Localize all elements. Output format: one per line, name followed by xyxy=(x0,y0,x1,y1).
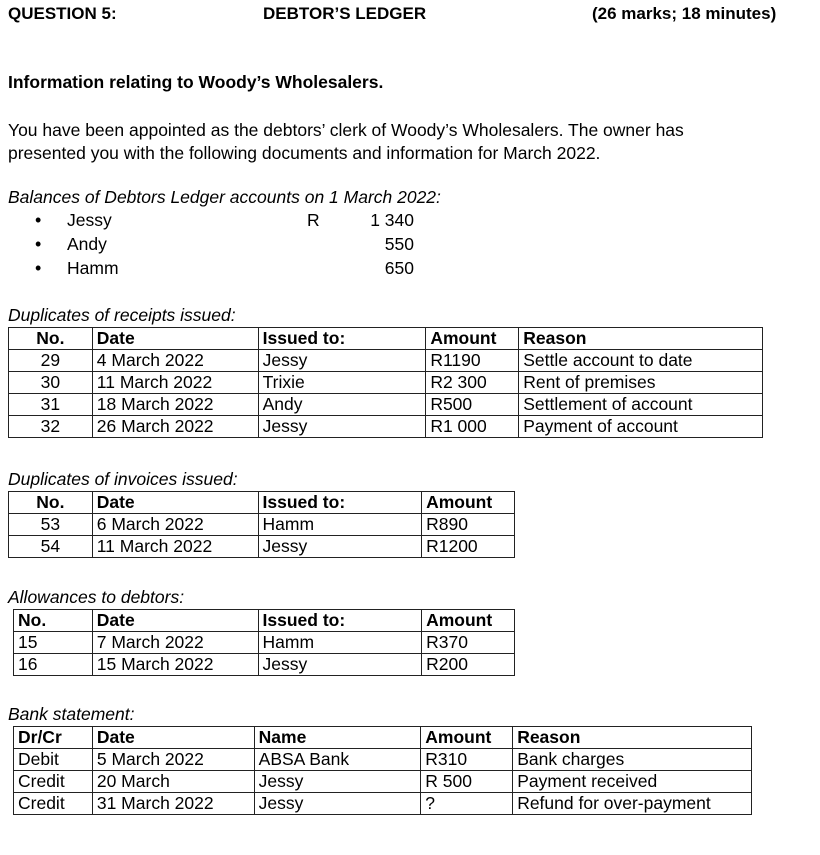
bullet-icon: • xyxy=(35,210,42,230)
cell-date: 6 March 2022 xyxy=(92,514,258,536)
cell-issued-to: Jessy xyxy=(258,654,422,676)
column-header: Name xyxy=(254,727,421,749)
allowances-table xyxy=(13,609,515,676)
bank-statement-table xyxy=(13,726,752,815)
column-header: No. xyxy=(14,610,93,632)
cell-issued-to: Hamm xyxy=(258,632,422,654)
bullet-icon: • xyxy=(35,234,42,254)
cell-name: ABSA Bank xyxy=(254,749,421,771)
intro-line-2: presented you with the following documents and information for March 2022. xyxy=(8,143,601,163)
table-row xyxy=(14,632,515,654)
cell-reason: Bank charges xyxy=(513,749,752,771)
cell-no: 16 xyxy=(14,654,93,676)
cell-amount: R 500 xyxy=(421,771,513,793)
cell-date: 11 March 2022 xyxy=(92,536,258,558)
column-header: Issued to: xyxy=(258,610,422,632)
column-header: Issued to: xyxy=(258,492,422,514)
cell-issued-to: Hamm xyxy=(258,514,422,536)
cell-no: 32 xyxy=(9,416,93,438)
column-header: Amount xyxy=(421,727,513,749)
cell-date: 26 March 2022 xyxy=(92,416,258,438)
table-row xyxy=(9,536,515,558)
column-header: Amount xyxy=(422,610,515,632)
cell-amount: R200 xyxy=(422,654,515,676)
cell-amount: R1 000 xyxy=(426,416,519,438)
table-header-row xyxy=(9,328,763,350)
table-header-row xyxy=(14,610,515,632)
cell-dr-cr: Credit xyxy=(14,793,93,815)
column-header: No. xyxy=(9,328,93,350)
column-header: Date xyxy=(92,610,258,632)
cell-issued-to: Andy xyxy=(258,394,426,416)
column-header: Date xyxy=(92,328,258,350)
cell-no: 53 xyxy=(9,514,93,536)
cell-amount: R2 300 xyxy=(426,372,519,394)
bank-caption: Bank statement: xyxy=(8,704,135,724)
balance-name-andy: Andy xyxy=(67,234,107,254)
cell-no: 15 xyxy=(14,632,93,654)
cell-reason: Settlement of account xyxy=(519,394,763,416)
table-row xyxy=(14,654,515,676)
column-header: Reason xyxy=(513,727,752,749)
balance-amount-jessy: 1 340 xyxy=(370,210,414,230)
cell-issued-to: Jessy xyxy=(258,536,422,558)
column-header: Reason xyxy=(519,328,763,350)
cell-amount: R500 xyxy=(426,394,519,416)
balances-heading: Balances of Debtors Ledger accounts on 1 March 2022: xyxy=(8,187,441,207)
cell-date: 18 March 2022 xyxy=(92,394,258,416)
cell-reason: Refund for over-payment xyxy=(513,793,752,815)
question-number: QUESTION 5: xyxy=(8,4,117,23)
cell-amount: ? xyxy=(421,793,513,815)
cell-issued-to: Jessy xyxy=(258,416,426,438)
table-row xyxy=(14,749,752,771)
cell-no: 30 xyxy=(9,372,93,394)
cell-amount: R890 xyxy=(422,514,515,536)
cell-reason: Settle account to date xyxy=(519,350,763,372)
column-header: Dr/Cr xyxy=(14,727,93,749)
balance-amount-hamm: 650 xyxy=(384,258,414,278)
column-header: Date xyxy=(92,492,258,514)
cell-amount: R370 xyxy=(422,632,515,654)
table-row xyxy=(9,350,763,372)
intro-line-1: You have been appointed as the debtors’ clerk of Woody’s Wholesalers. The owner has xyxy=(8,120,684,140)
balance-name-hamm: Hamm xyxy=(67,258,119,278)
invoices-caption: Duplicates of invoices issued: xyxy=(8,469,238,489)
cell-amount: R1200 xyxy=(422,536,515,558)
invoices-table xyxy=(8,491,515,558)
cell-date: 7 March 2022 xyxy=(92,632,258,654)
table-row xyxy=(9,394,763,416)
cell-dr-cr: Debit xyxy=(14,749,93,771)
column-header: Amount xyxy=(422,492,515,514)
cell-name: Jessy xyxy=(254,771,421,793)
cell-amount: R310 xyxy=(421,749,513,771)
balance-currency: R xyxy=(307,210,320,230)
cell-date: 4 March 2022 xyxy=(92,350,258,372)
cell-no: 31 xyxy=(9,394,93,416)
table-row xyxy=(9,514,515,536)
cell-amount: R1190 xyxy=(426,350,519,372)
allowances-caption: Allowances to debtors: xyxy=(8,587,185,607)
cell-date: 5 March 2022 xyxy=(92,749,254,771)
receipts-table xyxy=(8,327,763,438)
cell-name: Jessy xyxy=(254,793,421,815)
cell-date: 20 March xyxy=(92,771,254,793)
column-header: Amount xyxy=(426,328,519,350)
balance-amount-andy: 550 xyxy=(384,234,414,254)
receipts-caption: Duplicates of receipts issued: xyxy=(8,305,236,325)
cell-reason: Rent of premises xyxy=(519,372,763,394)
cell-issued-to: Trixie xyxy=(258,372,426,394)
cell-date: 11 March 2022 xyxy=(92,372,258,394)
cell-reason: Payment received xyxy=(513,771,752,793)
table-header-row xyxy=(9,492,515,514)
cell-issued-to: Jessy xyxy=(258,350,426,372)
table-row xyxy=(14,793,752,815)
table-header-row xyxy=(14,727,752,749)
table-row xyxy=(9,372,763,394)
bullet-icon: • xyxy=(35,258,42,278)
table-row xyxy=(9,416,763,438)
column-header: No. xyxy=(9,492,93,514)
info-heading: Information relating to Woody’s Wholesalers. xyxy=(8,72,384,92)
column-header: Issued to: xyxy=(258,328,426,350)
column-header: Date xyxy=(92,727,254,749)
section-title: DEBTOR’S LEDGER xyxy=(263,4,427,23)
table-row xyxy=(14,771,752,793)
cell-no: 54 xyxy=(9,536,93,558)
cell-no: 29 xyxy=(9,350,93,372)
cell-reason: Payment of account xyxy=(519,416,763,438)
cell-date: 15 March 2022 xyxy=(92,654,258,676)
cell-date: 31 March 2022 xyxy=(92,793,254,815)
marks-info: (26 marks; 18 minutes) xyxy=(592,4,777,23)
cell-dr-cr: Credit xyxy=(14,771,93,793)
balance-name-jessy: Jessy xyxy=(67,210,112,230)
